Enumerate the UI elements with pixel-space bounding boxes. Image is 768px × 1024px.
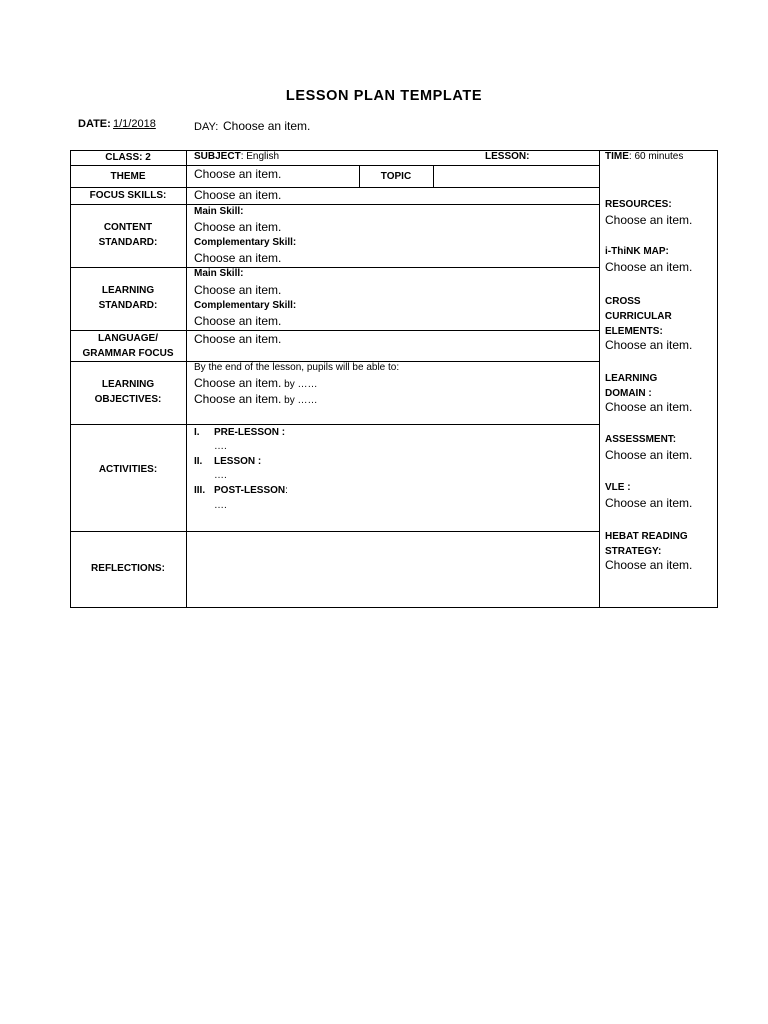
theme-label: THEME <box>110 171 146 182</box>
objective-suffix: by …… <box>281 395 318 406</box>
learning-domain-label-line2: DOMAIN : <box>605 388 652 399</box>
assessment-dropdown[interactable]: Choose an item. <box>605 448 693 462</box>
objective-item <box>194 376 318 390</box>
learning-complementary-skill-dropdown[interactable]: Choose an item. <box>194 314 282 328</box>
cross-curricular-label-line3: ELEMENTS: <box>605 326 663 337</box>
hebat-reading-label <box>605 529 688 559</box>
time-value: : 60 minutes <box>628 151 684 162</box>
activities-label: ACTIVITIES: <box>98 464 158 475</box>
language-focus-label <box>70 331 186 361</box>
vle-dropdown[interactable]: Choose an item. <box>605 496 693 510</box>
hebat-reading-label-line2: STRATEGY: <box>605 546 662 557</box>
activity-detail[interactable]: …. <box>214 500 227 511</box>
learning-complementary-skill-label: Complementary Skill: <box>194 300 297 311</box>
subject-value: : English <box>240 151 280 162</box>
date-label: DATE: <box>78 118 111 130</box>
content-complementary-skill-label: Complementary Skill: <box>194 237 297 248</box>
language-focus-label-line1: LANGUAGE/ <box>98 333 158 344</box>
day-dropdown[interactable]: Choose an item. <box>223 119 311 133</box>
subject-label: SUBJECT <box>194 151 241 162</box>
language-focus-label-line2: GRAMMAR FOCUS <box>82 348 174 359</box>
page-title: LESSON PLAN TEMPLATE <box>285 88 483 104</box>
table-border-right <box>717 150 718 608</box>
ithink-map-dropdown[interactable]: Choose an item. <box>605 260 693 274</box>
objective-suffix: by …… <box>281 379 318 390</box>
objective-item <box>194 392 318 406</box>
reflections-field[interactable] <box>188 533 597 605</box>
resources-dropdown[interactable]: Choose an item. <box>605 213 693 227</box>
learning-objectives-label-line1: LEARNING <box>101 379 155 390</box>
focus-skills-dropdown[interactable]: Choose an item. <box>194 188 282 202</box>
row-divider <box>70 531 600 532</box>
learning-domain-label <box>605 371 657 401</box>
hebat-reading-label-line1: HEBAT READING <box>605 531 688 542</box>
table-border-bottom <box>70 607 718 608</box>
ithink-map-label: i-ThiNK MAP: <box>605 246 669 257</box>
activity-detail[interactable]: …. <box>214 441 227 452</box>
learning-standard-label <box>70 283 186 313</box>
objective-dropdown[interactable]: Choose an item. <box>194 376 282 390</box>
assessment-label: ASSESSMENT: <box>605 434 677 445</box>
learning-objectives-label-line2: OBJECTIVES: <box>94 394 162 405</box>
learning-domain-dropdown[interactable]: Choose an item. <box>605 400 693 414</box>
cross-curricular-dropdown[interactable]: Choose an item. <box>605 338 693 352</box>
activity-number: III. <box>194 485 206 496</box>
activity-name-suffix: : <box>285 485 288 496</box>
learning-main-skill-dropdown[interactable]: Choose an item. <box>194 283 282 297</box>
learning-objectives-label <box>70 377 186 407</box>
time-label: TIME <box>605 151 629 162</box>
cross-curricular-label-line2: CURRICULAR <box>605 311 672 322</box>
activity-name: LESSON : <box>214 456 262 467</box>
row-divider <box>70 424 600 425</box>
focus-skills-label: FOCUS SKILLS: <box>89 190 167 201</box>
row-divider <box>70 204 600 205</box>
resources-label: RESOURCES: <box>605 199 672 210</box>
row-divider <box>70 267 600 268</box>
lesson-label: LESSON: <box>485 151 530 162</box>
learning-domain-label-line1: LEARNING <box>605 373 658 384</box>
date-field[interactable]: 1/1/2018 <box>113 118 156 130</box>
learning-main-skill-label: Main Skill: <box>194 268 244 279</box>
activity-detail[interactable]: …. <box>214 470 227 481</box>
class-cell: CLASS: 2 <box>105 152 151 163</box>
day-label: DAY: <box>194 121 219 133</box>
column-divider <box>599 150 600 608</box>
objectives-intro: By the end of the lesson, pupils will be able to: <box>194 362 400 373</box>
activity-number: II. <box>194 456 203 467</box>
cross-curricular-label-line1: CROSS <box>605 296 641 307</box>
learning-standard-label-line1: LEARNING <box>101 285 155 296</box>
activity-name: POST-LESSON <box>214 485 286 496</box>
content-standard-label-line1: CONTENT <box>103 222 153 233</box>
topic-field[interactable] <box>435 167 597 185</box>
column-divider <box>186 150 187 608</box>
topic-divider <box>433 165 434 187</box>
language-focus-dropdown[interactable]: Choose an item. <box>194 332 282 346</box>
topic-label: TOPIC <box>380 171 412 182</box>
hebat-reading-dropdown[interactable]: Choose an item. <box>605 558 693 572</box>
theme-dropdown[interactable]: Choose an item. <box>194 167 282 181</box>
subject-cell <box>194 151 279 162</box>
content-main-skill-label: Main Skill: <box>194 206 244 217</box>
activity-name: PRE-LESSON : <box>214 427 286 438</box>
content-standard-label-line2: STANDARD: <box>98 237 158 248</box>
content-complementary-skill-dropdown[interactable]: Choose an item. <box>194 251 282 265</box>
activity-name-line <box>214 485 288 496</box>
reflections-label: REFLECTIONS: <box>91 563 165 574</box>
activity-number: I. <box>194 427 200 438</box>
content-standard-label <box>70 220 186 250</box>
time-cell <box>605 151 683 162</box>
cross-curricular-label <box>605 294 672 339</box>
row-divider <box>70 165 600 166</box>
content-main-skill-dropdown[interactable]: Choose an item. <box>194 220 282 234</box>
vle-label: VLE : <box>605 482 631 493</box>
learning-standard-label-line2: STANDARD: <box>98 300 158 311</box>
objective-dropdown[interactable]: Choose an item. <box>194 392 282 406</box>
